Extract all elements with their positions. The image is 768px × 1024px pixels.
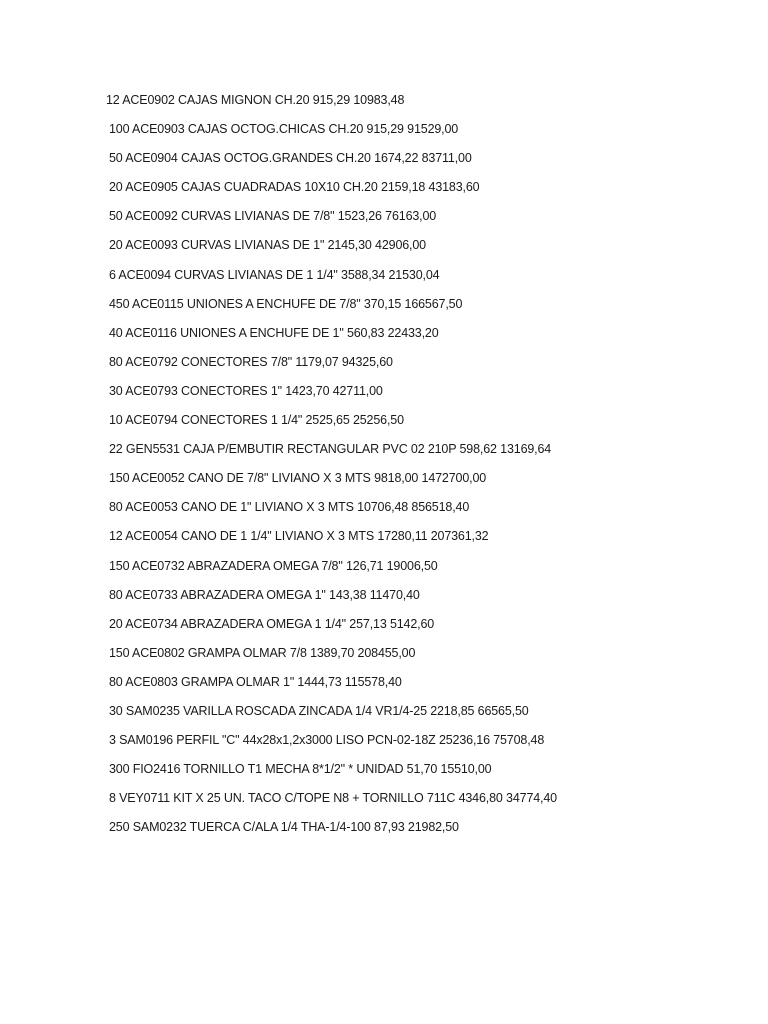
line-item: 20 ACE0093 CURVAS LIVIANAS DE 1" 2145,30 42906,00 [109, 238, 426, 253]
line-item: 40 ACE0116 UNIONES A ENCHUFE DE 1" 560,83 22433,20 [109, 325, 439, 340]
line-item: 150 ACE0732 ABRAZADERA OMEGA 7/8" 126,71 19006,50 [109, 558, 438, 573]
line-item: 300 FIO2416 TORNILLO T1 MECHA 8*1/2" * UNIDAD 51,70 15510,00 [109, 762, 492, 777]
line-item: 50 ACE0092 CURVAS LIVIANAS DE 7/8" 1523,26 76163,00 [109, 209, 437, 224]
line-item: 6 ACE0094 CURVAS LIVIANAS DE 1 1/4" 3588,34 21530,04 [109, 267, 440, 282]
line-item: 30 ACE0793 CONECTORES 1" 1423,70 42711,00 [109, 383, 383, 398]
line-item: 250 SAM0232 TUERCA C/ALA 1/4 THA-1/4-100 87,93 21982,50 [109, 820, 459, 835]
line-item: 22 GEN5531 CAJA P/EMBUTIR RECTANGULAR PVC 02 210P 598,62 13169,64 [109, 442, 552, 457]
line-item: 12 ACE0902 CAJAS MIGNON CH.20 915,29 10983,48 [106, 93, 405, 107]
line-item: 150 ACE0802 GRAMPA OLMAR 7/8 1389,70 208455,00 [109, 645, 416, 660]
line-item-list [106, 90, 756, 846]
line-item: 10 ACE0794 CONECTORES 1 1/4" 2525,65 25256,50 [109, 413, 404, 428]
line-item: 30 SAM0235 VARILLA ROSCADA ZINCADA 1/4 VR1/4-25 2218,85 66565,50 [109, 703, 529, 718]
line-item: 80 ACE0803 GRAMPA OLMAR 1" 1444,73 115578,40 [109, 674, 402, 689]
line-item: 20 ACE0734 ABRAZADERA OMEGA 1 1/4" 257,13 5142,60 [109, 616, 435, 631]
line-item: 50 ACE0904 CAJAS OCTOG.GRANDES CH.20 1674,22 83711,00 [109, 151, 472, 166]
line-item: 20 ACE0905 CAJAS CUADRADAS 10X10 CH.20 2159,18 43183,60 [109, 180, 480, 195]
line-item: 80 ACE0792 CONECTORES 7/8" 1179,07 94325,60 [109, 354, 393, 369]
line-item: 8 VEY0711 KIT X 25 UN. TACO C/TOPE N8 + TORNILLO 711C 4346,80 34774,40 [109, 791, 557, 806]
line-item: 80 ACE0053 CANO DE 1" LIVIANO X 3 MTS 10706,48 856518,40 [109, 500, 470, 515]
line-item: 100 ACE0903 CAJAS OCTOG.CHICAS CH.20 915,29 91529,00 [109, 122, 459, 137]
line-item: 80 ACE0733 ABRAZADERA OMEGA 1" 143,38 11470,40 [109, 587, 420, 602]
line-item: 3 SAM0196 PERFIL "C" 44x28x1,2x3000 LISO PCN-02-18Z 25236,16 75708,48 [109, 733, 545, 748]
line-item: 450 ACE0115 UNIONES A ENCHUFE DE 7/8" 370,15 166567,50 [109, 296, 463, 311]
line-item: 12 ACE0054 CANO DE 1 1/4" LIVIANO X 3 MTS 17280,11 207361,32 [109, 529, 489, 544]
line-item: 150 ACE0052 CANO DE 7/8" LIVIANO X 3 MTS 9818,00 1472700,00 [109, 471, 487, 486]
